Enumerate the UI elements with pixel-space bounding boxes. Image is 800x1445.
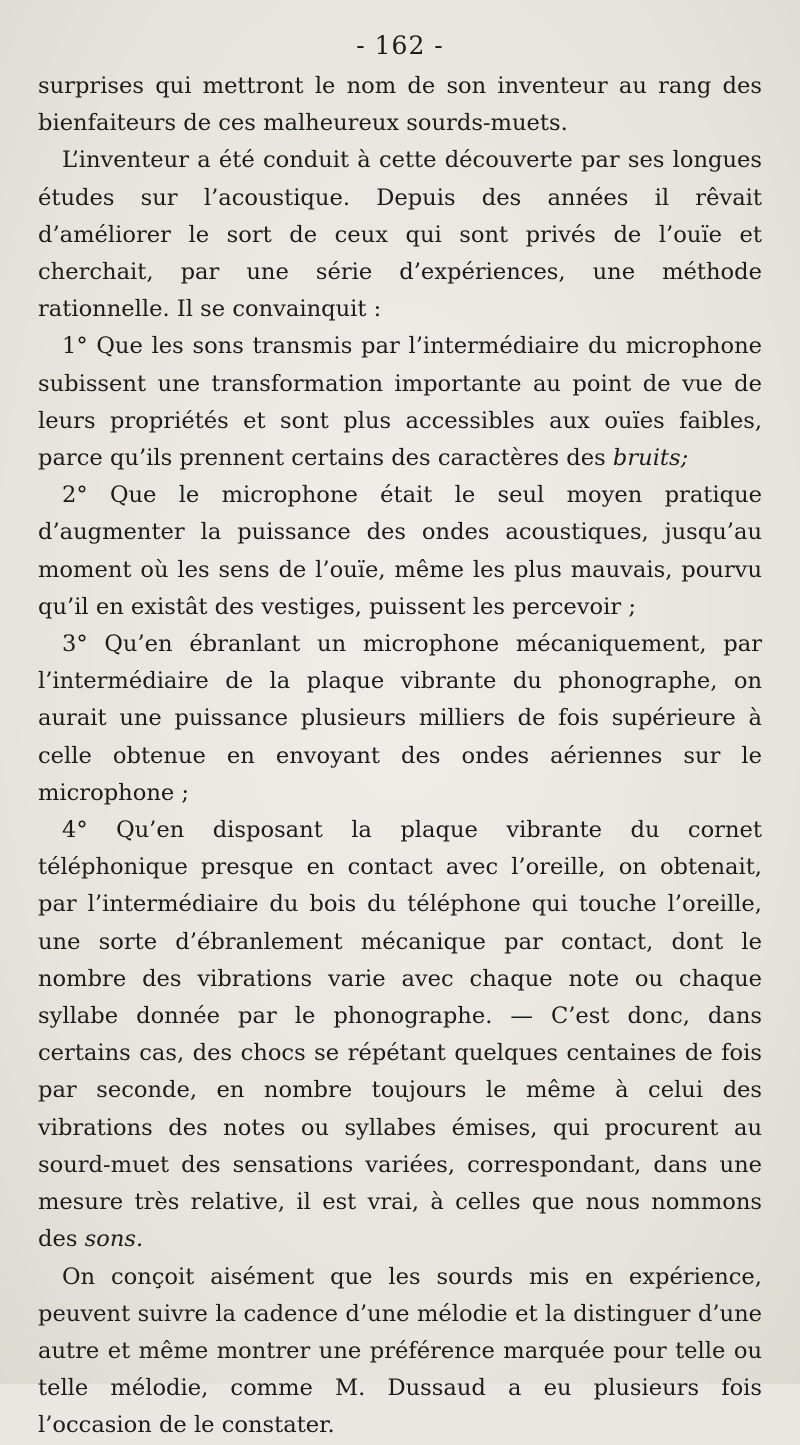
paragraph-conclusion bbox=[38, 1259, 762, 1445]
paragraph-inventor bbox=[38, 142, 762, 328]
paragraph-point-1 bbox=[38, 328, 762, 477]
paragraph-text: L’inventeur a été conduit à cette découverte par ses longues études sur l’acoustique. Depuis des années il rêvait d’améliorer le sort de ceux qui sont privés de l’ouïe et cherchait, par une série d’expériences, une méthode rationnelle. Il se convainquit : bbox=[38, 147, 762, 323]
paragraph-text: 1° Que les sons transmis par l’intermédiaire du microphone subissent une transformation importante au point de vue de leurs propriétés et sont plus accessibles aux ouïes faibles, parce qu’ils prennent certains des caractères des bbox=[38, 333, 762, 472]
paragraph-text: surprises qui mettront le nom de son inventeur au rang des bienfaiteurs de ces malheureux sourds-muets. bbox=[38, 73, 762, 137]
paragraph-point-4 bbox=[38, 812, 762, 1258]
body-text bbox=[38, 68, 762, 1445]
paragraph-point-2 bbox=[38, 477, 762, 626]
paragraph-text: On conçoit aisément que les sourds mis en expérience, peuvent suivre la cadence d’une mélodie et la distinguer d’une autre et même montrer une préférence marquée pour telle ou telle mélodie, comme M. Dussaud a eu plusieurs fois l’occasion de le constater. bbox=[38, 1263, 762, 1439]
paragraph-text: 2° Que le microphone était le seul moyen pratique d’augmenter la puissance des ondes acoustiques, jusqu’au moment où les sens de l’ouïe, même les plus mauvais, pourvu qu’il en existât des vestiges, puissent les percevoir ; bbox=[38, 482, 762, 620]
paragraph-continuation bbox=[38, 68, 762, 142]
page-number: - 162 - bbox=[356, 31, 444, 60]
italic-word: sons. bbox=[84, 1226, 144, 1253]
paragraph-point-3 bbox=[38, 626, 762, 812]
italic-word: bruits; bbox=[612, 445, 689, 472]
paragraph-text: 4° Qu’en disposant la plaque vibrante du cornet téléphonique presque en contact avec l’oreille, on obtenait, par l’intermédiaire du bois du téléphone qui touche l’oreille, une sorte d’ébranlement mécanique par contact, dont le nombre des vibrations varie avec chaque note ou chaque syllabe donnée par le phonographe. — C’est donc, dans certains cas, des chocs se répétant quelques centaines de fois par seconde, en nombre toujours le même à celui des vibrations des notes ou syllabes émises, qui procurent au sourd-muet des sensations variées, correspondant, dans une mesure très relative, il est vrai, à celles que nous nommons des bbox=[38, 817, 762, 1253]
paragraph-text: 3° Qu’en ébranlant un microphone mécaniquement, par l’intermédiaire de la plaque vibrante du phonographe, on aurait une puissance plusieurs milliers de fois supérieure à celle obtenue en envoyant des ondes aériennes sur le microphone ; bbox=[38, 631, 762, 806]
